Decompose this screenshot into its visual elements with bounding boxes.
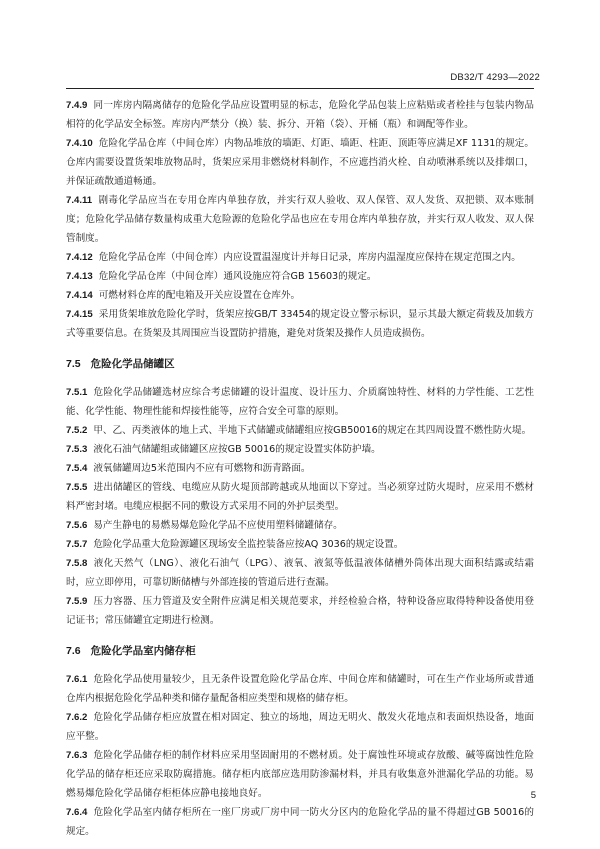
clause	[66, 554, 534, 592]
clause-text: 危险化学品储存柜的制作材料应采用坚固耐用的不燃材质。处于腐蚀性环境或存放酸、碱等腐蚀性危险化学品的储存柜还应采取防腐措施。储存柜内底部应选用防渗漏材料，并具有收集意外泄漏化学品的功能。易燃易爆危险化学品储存柜柜体应静电接地良好。	[66, 750, 534, 799]
clause	[66, 708, 534, 746]
clause-number: 7.6.4	[66, 807, 88, 818]
clause-text: 进出储罐区的管线、电缆应从防火堤顶部跨越或从地面以下穿过。当必须穿过防火堤时，应采用不燃材料严密封堵。电缆应根据不同的敷设方式采用不同的外护层类型。	[66, 482, 534, 512]
clause	[66, 248, 534, 267]
clause-number: 7.5.6	[66, 520, 88, 531]
clause-number: 7.4.12	[66, 252, 93, 263]
clause-number: 7.5.2	[66, 425, 88, 436]
clause-text: 危险化学品储存柜应放置在相对固定、独立的场地，周边无明火、散发火花地点和表面炽热设备，地面应平整。	[66, 712, 534, 742]
clause	[66, 267, 534, 286]
page-number: 5	[530, 790, 536, 801]
clauses-7-5	[66, 383, 534, 630]
clause-number: 7.4.11	[66, 195, 93, 206]
clause	[66, 535, 534, 554]
clause-text: 危险化学品使用量较少，且无条件设置危险化学品仓库、中间仓库和储罐时，可在生产作业场所或普通仓库内根据危险化学品种类和储存量配备相应类型和规格的储存柜。	[66, 674, 534, 704]
clause-number: 7.6.3	[66, 750, 88, 761]
clause-text: 危险化学品仓库（中间仓库）内物品堆放的墙距、灯距、墙距、柱距、顶距等应满足XF 1131的规定。仓库内需要设置货架堆放物品时，货架应采用非燃烧材料制作，不应遮挡消火栓、自动喷淋系统以及排烟口，并保证疏散通道畅通。	[66, 138, 534, 187]
clause	[66, 383, 534, 421]
clause	[66, 516, 534, 535]
clause-text: 剧毒化学品应当在专用仓库内单独存放，并实行双人验收、双人保管、双人发货、双把锁、双本账制度；危险化学品储存数量构成重大危险源的危险化学品也应在专用仓库内单独存放，并实行双人收发、双人保管制度。	[66, 195, 534, 244]
clause-text: 甲、乙、丙类液体的地上式、半地下式储罐或储罐组应按GB50016的规定在其四周设置不燃性防火堤。	[93, 425, 532, 436]
clause-text: 液化石油气储罐组或储罐区应按GB 50016的规定设置实体防护墙。	[93, 444, 381, 455]
clause-number: 7.5.7	[66, 539, 88, 550]
clause-number: 7.5.4	[66, 463, 88, 474]
clause-text: 危险化学品重大危险源罐区现场安全监控装备应按AQ 3036的规定设置。	[93, 539, 404, 550]
clause-text: 采用货架堆放危险化学时，货架应按GB/T 33454的规定设立警示标识，显示其最大额定荷载及加载方式等重要信息。在货架及其周围应当设置防护措施，避免对货架及操作人员造成损伤。	[66, 309, 534, 339]
clause-text: 危险化学品仓库（中间仓库）内应设置温湿度计并每日记录，库房内温湿度应保持在规定范围之内。	[98, 252, 521, 263]
section-title: 危险化学品储罐区	[90, 358, 175, 370]
clause-number: 7.6.1	[66, 674, 88, 685]
clause	[66, 96, 534, 134]
clause-text: 可燃材料仓库的配电箱及开关应设置在仓库外。	[98, 290, 301, 301]
clause-number: 7.4.14	[66, 290, 93, 301]
clause-text: 液化天然气（LNG）、液化石油气（LPG）、液氧、液氮等低温液体储槽外筒体出现大面积结露或结霜时，应立即停用，可靠切断储槽与外部连接的管道后进行查漏。	[66, 558, 534, 588]
clauses-7-4	[66, 96, 534, 343]
clause	[66, 478, 534, 516]
clause	[66, 670, 534, 708]
clause	[66, 746, 534, 803]
clause-number: 7.5.3	[66, 444, 88, 455]
clause-number: 7.5.9	[66, 596, 88, 607]
clause	[66, 286, 534, 305]
section-number: 7.5	[66, 358, 81, 370]
clause-number: 7.6.2	[66, 712, 88, 723]
clause	[66, 440, 534, 459]
standard-code: DB32/T 4293—2022	[450, 72, 540, 83]
clause	[66, 459, 534, 478]
section-title: 危险化学品室内储存柜	[90, 645, 196, 657]
clause-number: 7.4.13	[66, 271, 93, 282]
clause	[66, 191, 534, 248]
document-body	[66, 96, 534, 841]
section-number: 7.6	[66, 645, 81, 657]
clause	[66, 421, 534, 440]
clause-text: 危险化学品仓库（中间仓库）通风设施应符合GB 15603的规定。	[98, 271, 377, 282]
header-rule	[66, 88, 534, 89]
clause-text: 危险化学品室内储存柜所在一座厂房或厂房中同一防火分区内的危险化学品的量不得超过GB 50016的规定。	[66, 807, 534, 837]
clause-number: 7.5.1	[66, 387, 88, 398]
clause-text: 压力容器、压力管道及安全附件应满足相关规范要求，并经检验合格，特种设备应取得特种设备使用登记证书；常压储罐宜定期进行检测。	[66, 596, 534, 626]
clause	[66, 134, 534, 191]
section-heading-7-5	[66, 356, 534, 372]
clauses-7-6	[66, 670, 534, 841]
clause-number: 7.4.9	[66, 100, 88, 111]
clause-text: 液氧储罐周边5米范围内不应有可燃物和沥青路面。	[93, 463, 311, 474]
clause	[66, 592, 534, 630]
clause-text: 易产生静电的易燃易爆危险化学品不应使用塑料储罐储存。	[93, 520, 343, 531]
clause	[66, 803, 534, 841]
clause-text: 同一库房内隔离储存的危险化学品应设置明显的标志，危险化学品包装上应粘贴或者栓挂与包装内物品相符的化学品安全标签。库房内严禁分（换）装、拆分、开箱（袋）、开桶（瓶）和调配等作业。	[66, 100, 534, 130]
clause-number: 7.4.15	[66, 309, 93, 320]
clause-number: 7.5.8	[66, 558, 88, 569]
clause-number: 7.5.5	[66, 482, 88, 493]
clause	[66, 305, 534, 343]
clause-text: 危险化学品储罐选材应综合考虑储罐的设计温度、设计压力、介质腐蚀特性、材料的力学性能、工艺性能、化学性能、物理性能和焊接性能等，应符合安全可靠的原则。	[66, 387, 534, 417]
clause-number: 7.4.10	[66, 138, 93, 149]
section-heading-7-6	[66, 643, 534, 659]
